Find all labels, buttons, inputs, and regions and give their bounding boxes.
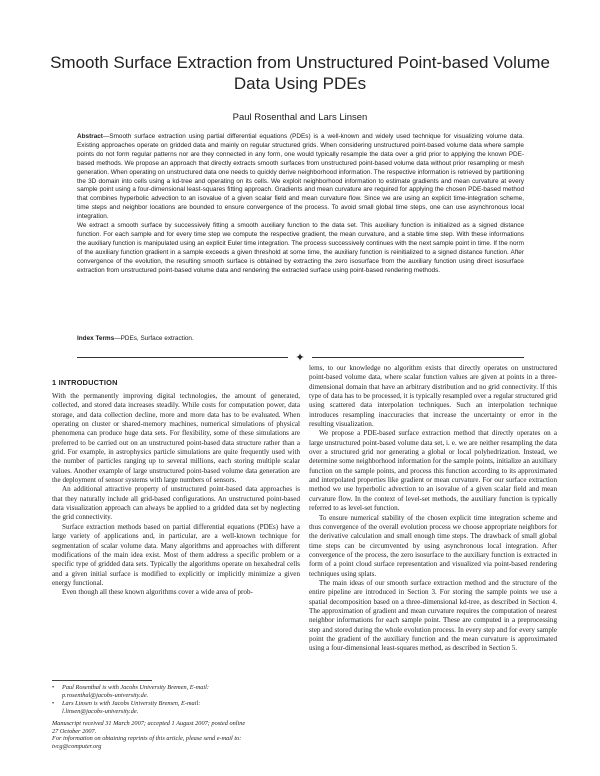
- footnote-author-1-line1: Paul Rosenthal is with Jacobs University Bremen, E-mail:: [62, 684, 210, 691]
- footnote-manuscript: Manuscript received 31 March 2007; accepted 1 August 2007; posted online: [52, 719, 246, 727]
- abstract-block: [77, 133, 524, 276]
- separator-diamond-icon: ✦: [295, 351, 305, 364]
- bullet-icon: •: [52, 684, 55, 691]
- abstract-label: Abstract: [77, 133, 103, 140]
- intro-paragraph-2: An additional attractive property of unstructured point-based data approaches is that they naturally include all grid-based configurations. An unstructured point-based data visualization approach can always be applied to a gridded data set by neglecting the grid connectivity.: [52, 485, 300, 522]
- footnote-reprints-email: tvcg@computer.org: [52, 743, 102, 751]
- footnote-rule: [52, 680, 152, 681]
- footnote-reprints: For information on obtaining reprints of this article, please send e-mail to:: [52, 735, 242, 743]
- index-terms-text: —PDEs, Surface extraction.: [114, 335, 194, 342]
- intro-paragraph-3: Surface extraction methods based on partial differential equations (PDEs) have a large variety of applications and, in particular, are a well-known technique for segmentation of scalar volume data. Many algorithms and approaches with different modifications of the main idea exist. Most of them address a specific problem or a specific type of gridded data sets. Typically the algorithms operate on hexahedral cells and a given initial surface is modified to explicitly or implicitly minimize a given energy functional.: [52, 522, 300, 587]
- paper-authors: Paul Rosenthal and Lars Linsen: [232, 112, 368, 123]
- separator-rule-right: [312, 357, 524, 358]
- index-terms-label: Index Terms: [77, 335, 115, 342]
- footnote-author-2-line1: Lars Linsen is with Jacobs University Bremen, E-mail:: [62, 699, 201, 707]
- abstract-paragraph-2: We extract a smooth surface by successively fitting a smooth auxiliary function to the data set. This auxiliary function is initialized as a signed distance function. For each sample and for every time step we compute the respective gradient, the mean curvature, and a stable time step. With these informations the auxiliary function is manipulated using an explicit Euler time integration. The process successively continues with the next sample point in time. If the norm of the auxiliary function gradient in a sample exceeds a given threshold at some time, the auxiliary function is reinitialized to a signed distance function. After convergence of the evolution, the resulting smooth surface is obtained by extracting the zero isosurface from the auxiliary function using direct isosurface extraction from unstructured point-based volume data and rendering the extracted surface using point-based rendering methods.: [77, 222, 524, 274]
- footnote-author-2: [52, 700, 300, 708]
- footnotes: [52, 684, 300, 751]
- footnote-author-2-line2: l.linsen@jacobs-university.de.: [62, 707, 139, 715]
- abstract-paragraph-1: [77, 133, 524, 222]
- footnote-author-2-email: [52, 708, 300, 716]
- footnote-author-1: [52, 684, 300, 692]
- intro-paragraph-4: Even though all these known algorithms cover a wide area of prob-: [62, 588, 253, 597]
- section-heading-introduction: 1 INTRODUCTION: [52, 378, 118, 387]
- right-column: [309, 364, 557, 654]
- paper-title: Smooth Surface Extraction from Unstructured Point-based Volume Data Using PDEs: [50, 53, 550, 93]
- intro-right-paragraph-3: To ensure numerical stability of the chosen explicit time integration scheme and thus convergence of the overall evolution process we choose appropriate neighbors for the derivative calculation and small enough time steps. The drawback of small global time steps can be circumvented by using asynchronous local integration. After convergence of the process, the zero isosurface to the auxiliary function is extracted in form of a point cloud surface representation and visualized via point-based rendering techniques using splats.: [309, 513, 557, 578]
- bullet-icon: •: [52, 699, 55, 707]
- intro-right-paragraph-4: The main ideas of our smooth surface extraction method and the structure of the entire pipeline are introduced in Section 3. For storing the sample points we use a spatial decomposition based on a three-dimensional kd-tree, as described in Section 4. The approximation of gradient and mean curvature requires the computation of nearest neighbor informations for each sample point. These are computed in a preprocessing step and stored during the whole evolution process. In every step and for every sample point the gradient of the auxiliary function and the mean curvature is approximated using a four-dimensional least-squares method, as described in Section 5.: [309, 578, 557, 653]
- footnote-author-1-line2: p.rosenthal@jacobs-university.de.: [62, 691, 149, 699]
- footnote-author-1-email: [52, 692, 300, 700]
- footnote-manuscript-date: 27 October 2007.: [52, 727, 97, 735]
- abstract-text-1: —Smooth surface extraction using partial differential equations (PDEs) is a well-known and widely used technique for visualizing volume data. Existing approaches operate on gridded data and mainly on regular structured grids. When considering unstructured point-based volume data where sample points do not form regular patterns nor are they connected in any form, one would typically resample the data over a grid prior to applying the known PDE-based methods. We propose an approach that directly extracts smooth surfaces from unstructured point-based volume data without prior resampling or mesh generation. When operating on unstructured data one needs to quickly derive neighborhood information. The respective information is retrieved by partitioning the 3D domain into cells using a kd-tree and operating on its cells. We exploit neighborhood information to estimate gradients and mean curvature at every sample point using a four-dimensional least-squares fitting approach. Gradients and mean curvature are required for applying the chosen PDE-based method that combines hyperbolic advection to an isovalue of a given scalar field and mean curvature flow. Since we are using an explicit time-integration scheme, time steps and neighbor locations are bounded to ensure convergence of the process. To avoid small global time steps, one can use asynchronous local integration.: [77, 133, 524, 221]
- separator-rule-left: [77, 357, 288, 358]
- intro-right-paragraph-1: lems, to our knowledge no algorithm exists that directly operates on unstructured point-based volume data, where scalar function values are given at points in a three-dimensional domain that have an arbitrary distribution and no grid connectivity. If this type of data has to be processed, it is typically resampled over a regular structured grid using scattered data interpolation techniques. Such an interpolation technique introduces resampling inaccuracies that increase the uncertainty or error in the resulting visualization.: [309, 364, 557, 429]
- intro-right-paragraph-2: We propose a PDE-based surface extraction method that directly operates on a large unstructured point-based volume data set, i. e. we are neither resampling the data over a structured grid nor generating a global or local polyhedrization. Instead, we determine some neighborhood information for the sample points, initialize an auxiliary function on the sample points, and process this function according to its approximated and interpolated properties like gradient or mean curvature. For our surface extraction method we use hyperbolic advection to an isovalue of a given scalar field and mean curvature flow. In the context of level-set methods, the auxiliary function is typically referred to as level-set function.: [309, 429, 557, 513]
- left-column: [52, 392, 300, 598]
- index-terms: [77, 335, 524, 344]
- intro-paragraph-1: With the permanently improving digital technologies, the amount of generated, collected, and stored data increases steadily. While costs for computation power, data storage, and data collection decline, more and more data has to be evaluated. When operating on cluster or shared-memory machines, numerical simulations of physical phenomena can produce huge data sets. For flexibility, some of these simulations are preferred to be carried out on an unstructured point-based data structure rather than a grid. For example, in astrophysics particle simulations are quite frequently used with the number of particles ranging up to several millions, each storing multiple scalar values. Another example of large unstructured point-based volume data generation are the deployment of sensor systems with large numbers of sensors.: [52, 392, 300, 485]
